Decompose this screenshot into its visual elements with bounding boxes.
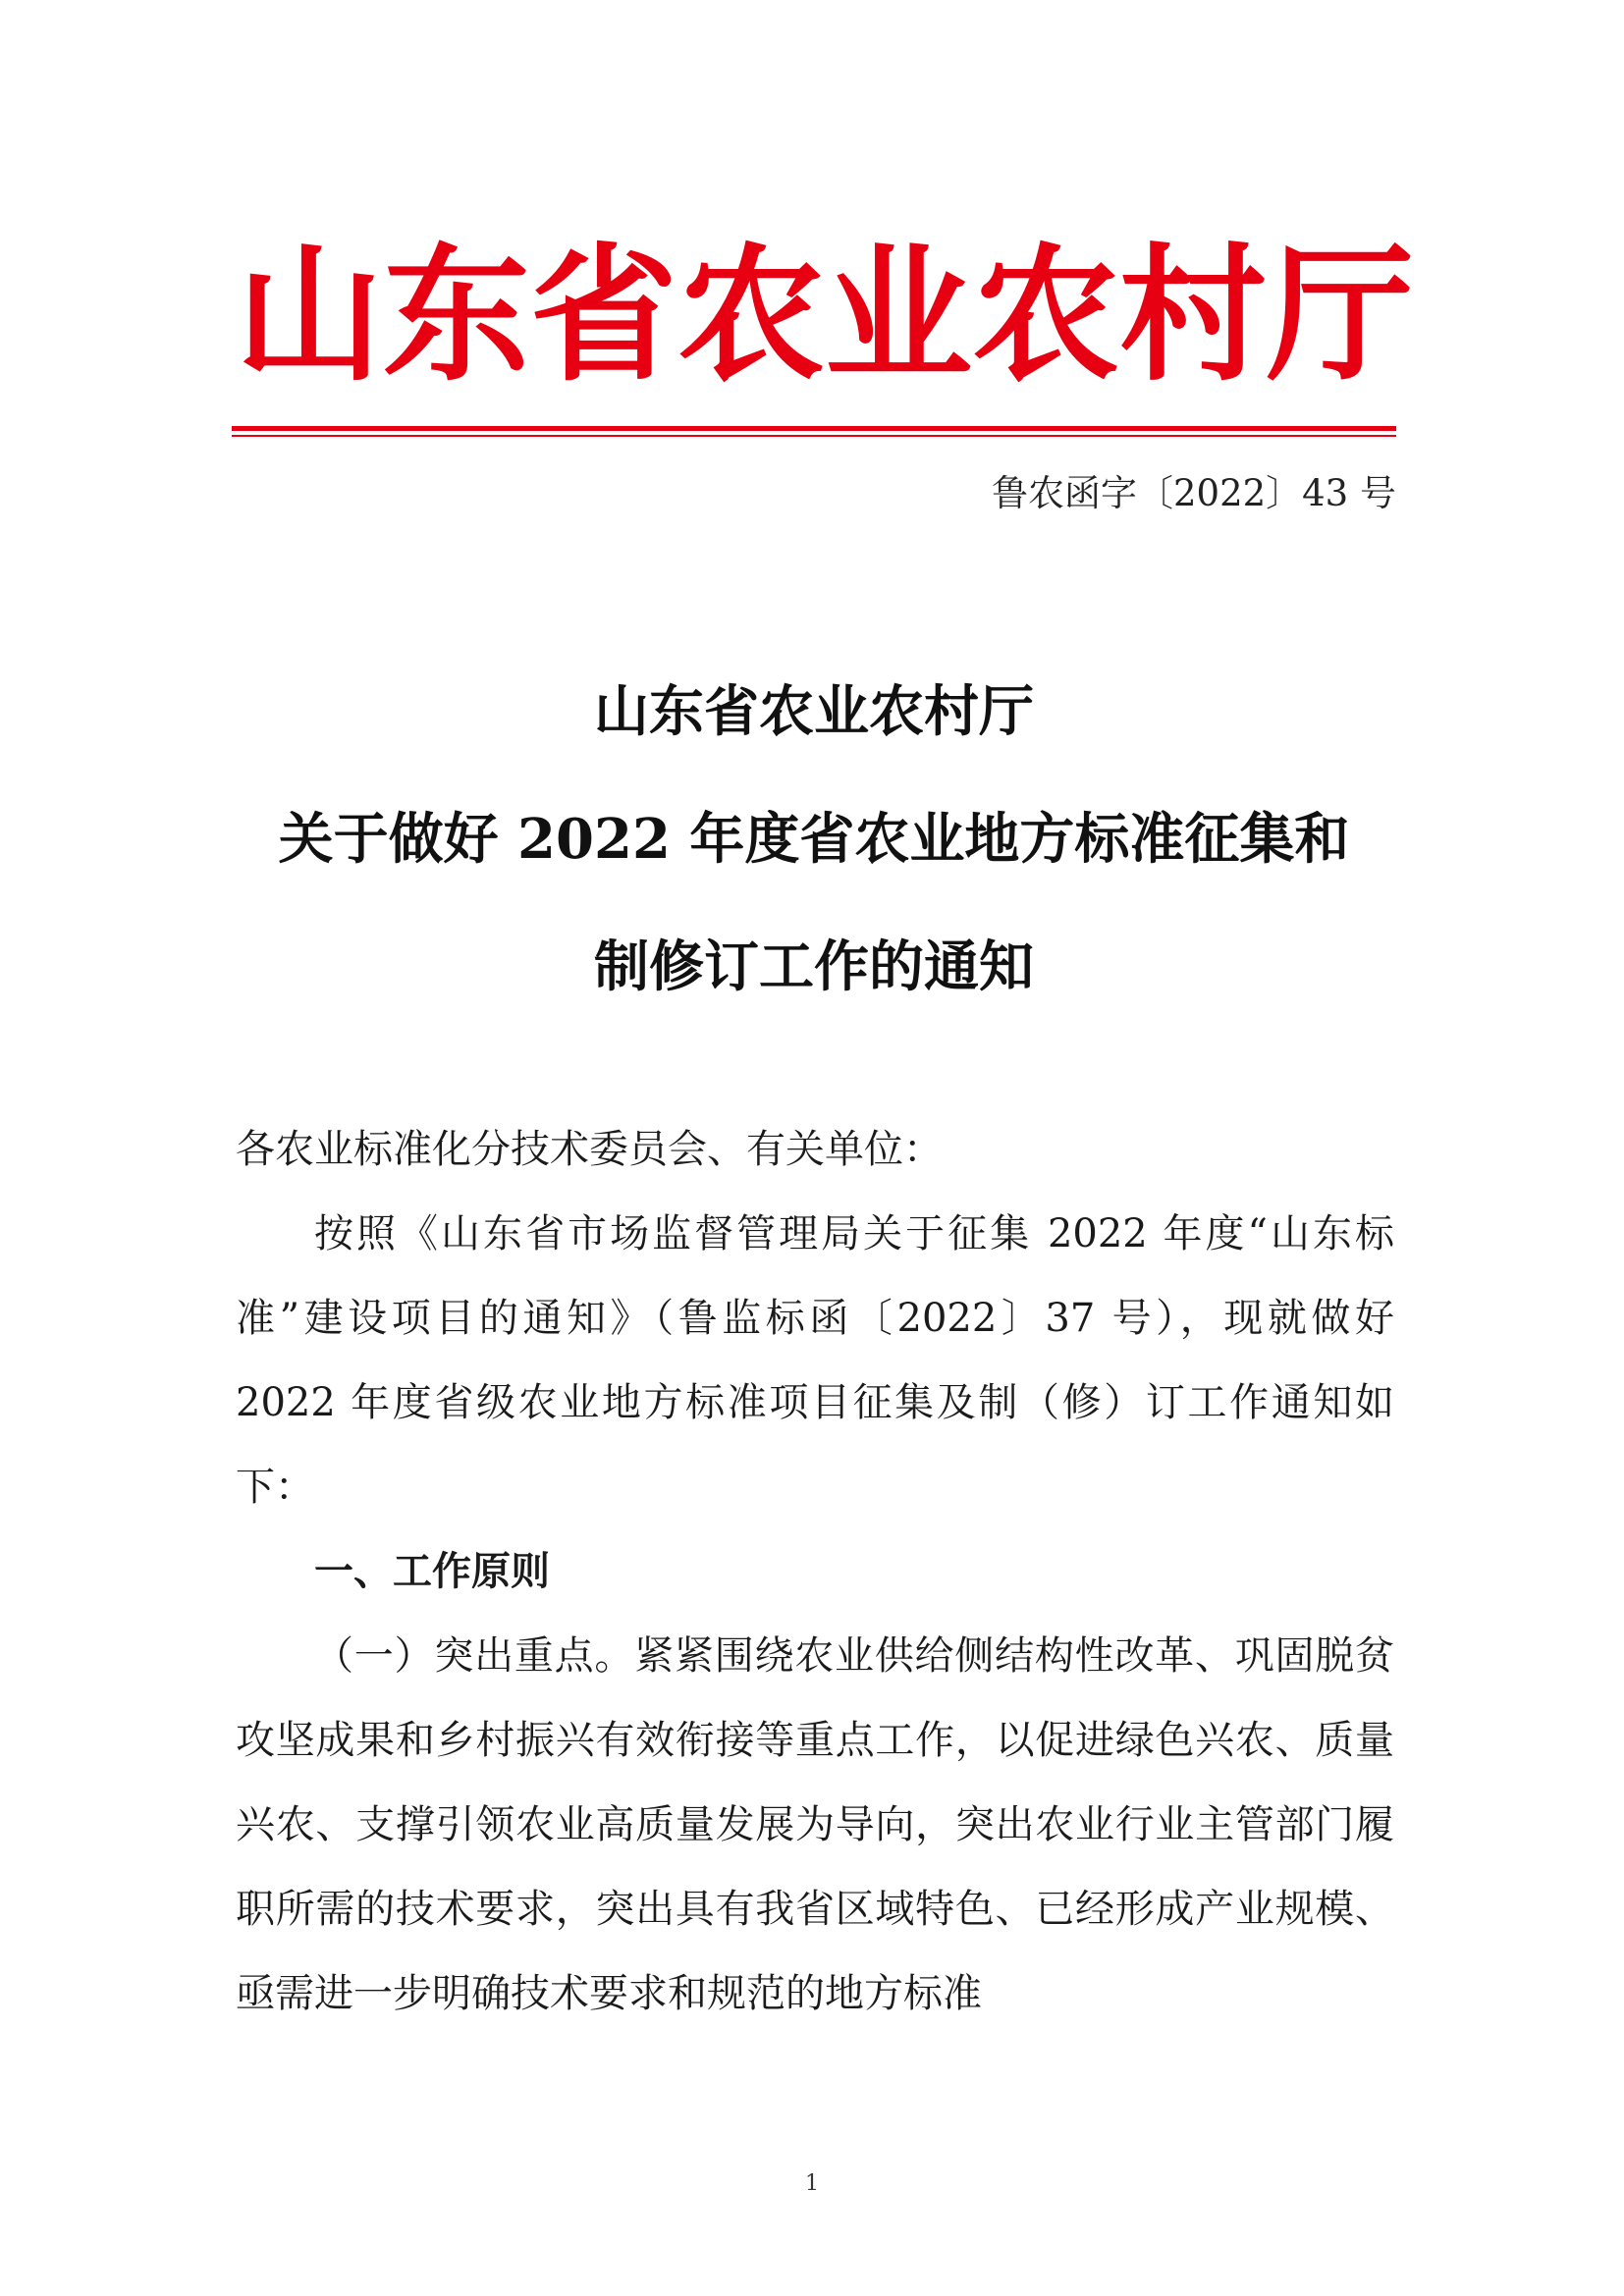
title-line-3: 制修订工作的通知 <box>594 934 1034 999</box>
notice-body <box>236 1107 1394 2036</box>
masthead-rule-thin <box>232 435 1396 437</box>
document-number: 鲁农函字〔2022〕43 号 <box>991 472 1396 514</box>
masthead-rule-thick <box>232 426 1396 431</box>
salutation: 各农业标准化分技术委员会、有关单位： <box>236 1127 943 1172</box>
title-line-2: 关于做好 2022 年度省农业地方标准征集和 <box>278 807 1350 872</box>
title-line-1: 山东省农业农村厅 <box>594 679 1034 744</box>
notice-title <box>232 648 1396 1031</box>
paragraph-intro: 按照《山东省市场监督管理局关于征集 2022 年度“山东标准”建设项目的通知》（鲁监标函〔2022〕37 号），现就做好 2022 年度省级农业地方标准项目征集及制（修）订工作通知如下： <box>236 1211 1394 1510</box>
paragraph-focus: （一）突出重点。紧紧围绕农业供给侧结构性改革、巩固脱贫攻坚成果和乡村振兴有效衔接等重点工作，以促进绿色兴农、质量兴农、支撑引领农业高质量发展为导向，突出农业行业主管部门履职所需的技术要求，突出具有我省区域特色、已经形成产业规模、亟需进一步明确技术要求和规范的地方标准 <box>236 1633 1394 2016</box>
section-heading-principles: 一、工作原则 <box>314 1549 550 1594</box>
masthead-title: 山东省农业农村厅 <box>236 231 1415 401</box>
page-number: 1 <box>805 2171 819 2196</box>
